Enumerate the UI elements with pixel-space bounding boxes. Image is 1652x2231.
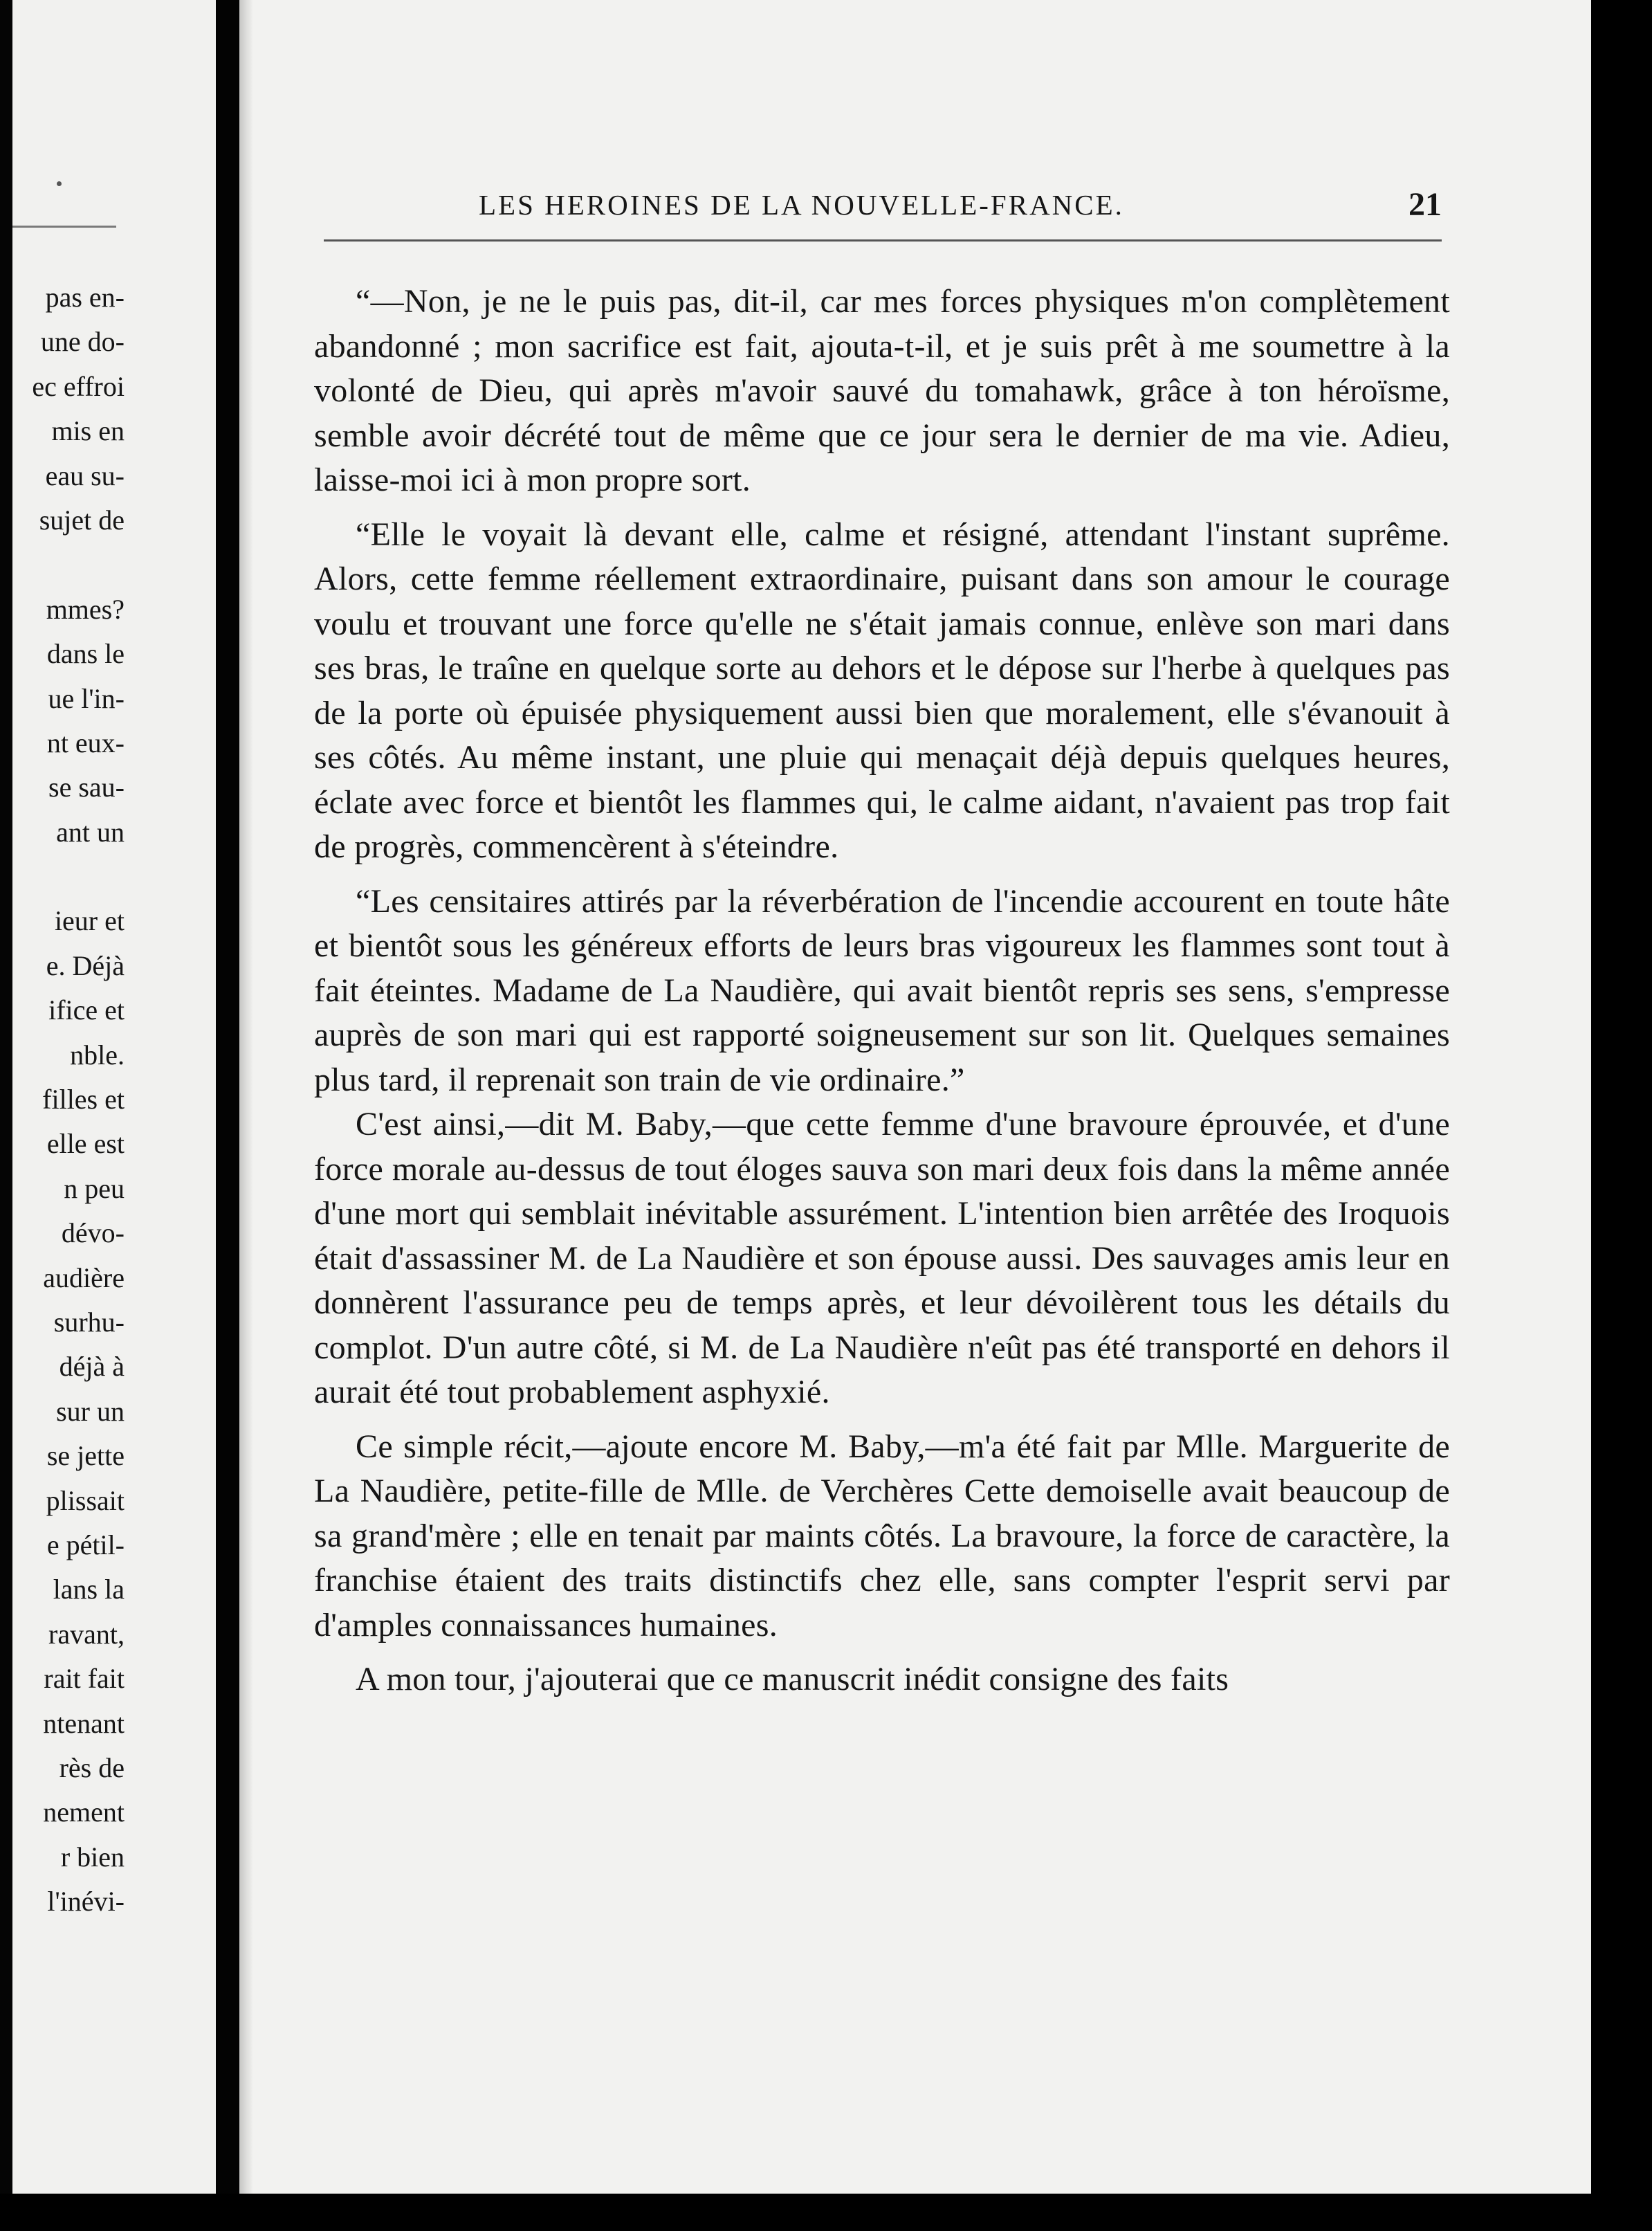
facing-page-line: rès de xyxy=(59,1751,125,1783)
facing-page-line: déjà à xyxy=(59,1351,125,1383)
facing-page-line: sujet de xyxy=(39,504,125,536)
facing-page-line: se sau- xyxy=(48,772,125,803)
facing-page-line: rait fait xyxy=(44,1663,125,1695)
facing-page-line: ec effroi xyxy=(32,370,125,402)
page-number: 21 xyxy=(1408,186,1442,223)
facing-page-line: mis en xyxy=(51,415,125,447)
facing-page-line: pas en- xyxy=(45,282,125,313)
facing-page-fragment xyxy=(12,0,216,2194)
paragraph: “—Non, je ne le puis pas, dit-il, car mes forces physiques m'on complètement abandonné ; mon sacrifice est fait, ajouta-t-il, et je suis prêt à me soumettre à la volonté de Dieu, qui après m'avoir sauvé du tomahawk, grâce à ton héroïsme, semble avoir décrété tout de même que ce jour sera le dernier de ma vie. Adieu, laisse-moi ici à mon propre sort. xyxy=(314,283,1450,498)
facing-page-line: e pétil- xyxy=(46,1529,125,1560)
paragraph: “Elle le voyait là devant elle, calme et résigné, attendant l'instant suprême. Alors, cette femme réellement extraordinaire, puisant dans son amour le courage voulu et trouvant une force qu'elle ne s'était jamais connue, enlève son mari dans ses bras, le traîne en quelque sorte au dehors et le dépose sur l'herbe à quelques pas de la porte où épuisée physiquement aussi bien que moralement, elle s'évanouit à ses côtés. Au même instant, une pluie qui menaçait déjà depuis quelques heures, éclate avec force et bientôt les flammes qui, le calme aidant, n'avaient pas trop fait de progrès, commencèrent à s'éteindre. xyxy=(314,516,1450,865)
scan-frame-right xyxy=(1591,0,1652,2231)
paragraph: “Les censitaires attirés par la réverbération de l'incendie accourent en toute hâte et bientôt sous les généreux efforts de leurs bras vigoureux les flammes sont tout à fait éteintes. Madame de La Naudière, qui avait bientôt repris ses sens, s'empresse auprès de son mari qui est rapporté soigneusement sur son lit. Quelques semaines plus tard, il reprenait son train de vie ordinaire.” xyxy=(314,882,1450,1098)
page-edge-shadow xyxy=(239,0,253,2194)
facing-page-line: eau su- xyxy=(45,459,125,491)
paragraph: C'est ainsi,—dit M. Baby,—que cette femme d'une bravoure éprouvée, et d'une force morale au-dessus de tout éloges sauva son mari deux fois dans la même année d'une mort qui semblait inévitable assurément. L'intention bien arrêtée des Iroquois était d'assassiner M. de La Naudière et son épouse aussi. Des sauvages amis leur en donnèrent l'assurance peu de temps après, et leur dévoilèrent tous les détails du complot. D'un autre côté, si M. de La Naudière n'eût pas été transporté en dehors il aurait été tout probablement asphyxié. xyxy=(314,1106,1450,1410)
facing-page-line: surhu- xyxy=(53,1306,125,1338)
facing-page-rule xyxy=(12,226,116,228)
facing-page-line: e. Déjà xyxy=(46,949,125,981)
facing-page-line: l'inévi- xyxy=(47,1886,125,1918)
facing-page-line: se jette xyxy=(46,1440,125,1472)
facing-page-line xyxy=(32,543,125,587)
facing-page-line: sur un xyxy=(56,1395,125,1427)
facing-page-line: ravant, xyxy=(48,1618,125,1650)
scan-frame-left xyxy=(0,0,12,2231)
book-page xyxy=(239,0,1591,2194)
scan-speck xyxy=(57,181,62,186)
facing-page-line: ieur et xyxy=(54,905,125,937)
facing-page-line: filles et xyxy=(42,1084,125,1116)
facing-page-line: nt eux- xyxy=(46,727,125,758)
facing-page-line: ant un xyxy=(56,816,125,848)
facing-page-line: ntenant xyxy=(43,1707,125,1739)
facing-page-line: ue l'in- xyxy=(48,682,125,714)
running-title: LES HEROINES DE LA NOUVELLE-FRANCE. xyxy=(479,189,1124,221)
paragraph: A mon tour, j'ajouterai que ce manuscrit inédit consigne des faits xyxy=(356,1661,1229,1697)
facing-page-line: n peu xyxy=(64,1172,125,1204)
facing-page-line: r bien xyxy=(60,1841,125,1873)
running-head xyxy=(239,188,1442,230)
facing-page-line: dévo- xyxy=(61,1217,125,1249)
facing-page-line: mmes? xyxy=(46,593,125,625)
body-text xyxy=(314,280,1450,1702)
facing-page-text xyxy=(32,275,125,1924)
facing-page-line: ifice et xyxy=(48,994,125,1026)
facing-page-line: lans la xyxy=(53,1574,125,1605)
facing-page-line: nement xyxy=(43,1796,125,1828)
book-gutter xyxy=(216,0,239,2231)
facing-page-line: une do- xyxy=(40,326,125,358)
facing-page-line: audière xyxy=(43,1262,125,1293)
facing-page-line xyxy=(32,855,125,899)
facing-page-line: elle est xyxy=(46,1128,125,1160)
facing-page-line: nble. xyxy=(70,1039,125,1071)
scan-frame-bottom xyxy=(0,2194,1652,2231)
facing-page-line: dans le xyxy=(46,638,125,670)
facing-page-line: plissait xyxy=(46,1484,125,1516)
header-rule xyxy=(324,239,1442,242)
paragraph: Ce simple récit,—ajoute encore M. Baby,—m'a été fait par Mlle. Marguerite de La Naudière, petite-fille de Mlle. de Verchères Cette demoiselle avait beaucoup de sa grand'mère ; elle en tenait par maints côtés. La bravoure, la force de caractère, la franchise étaient des traits distinctifs chez elle, sans compter l'esprit servi par d'amples connaissances humaines. xyxy=(314,1428,1450,1643)
